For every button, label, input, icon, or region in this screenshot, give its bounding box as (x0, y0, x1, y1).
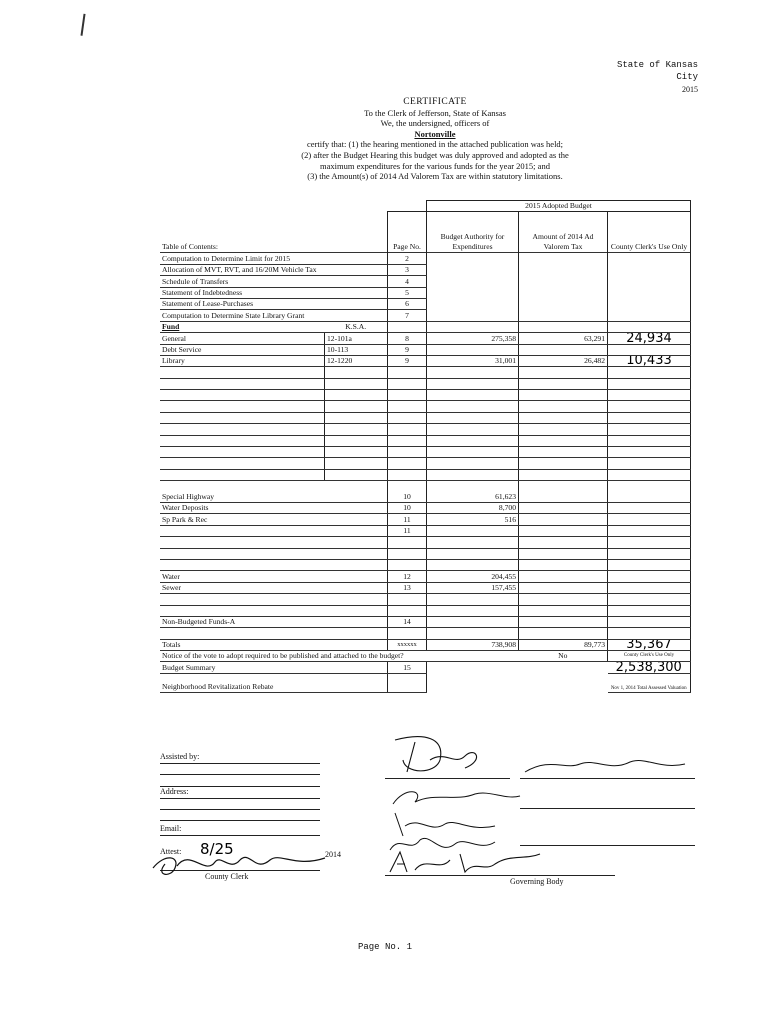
fund-budget: 157,455 (427, 582, 519, 593)
fund-budget: 275,358 (427, 333, 519, 344)
contents-item: Statement of Lease-Purchases (160, 298, 388, 309)
notice-question: Notice of the vote to adopt required to be published and attached to the budget? (160, 651, 519, 662)
fund-clerk-value: 24,934 (608, 333, 691, 344)
budget-summary-label: Budget Summary (160, 662, 388, 673)
totals-tax: 89,773 (519, 639, 608, 650)
contents-page: 2 (388, 253, 427, 264)
totals-label: Totals (160, 639, 388, 650)
nonbudgeted-label: Non-Budgeted Funds-A (160, 616, 388, 627)
fund-name: Water Deposits (160, 502, 388, 513)
fund-tax: 63,291 (519, 333, 608, 344)
contents-item: Statement of Indebtedness (160, 287, 388, 298)
entity-name: Nortonville (414, 128, 456, 139)
fund-page: 9 (388, 355, 427, 366)
fund-name: Water (160, 571, 388, 582)
fund-name: Sp Park & Rec (160, 514, 388, 525)
fund-budget: 8,700 (427, 502, 519, 513)
certificate-line: certify that: (1) the hearing mentioned in the attached publication was held; (306, 139, 564, 150)
budget-summary-page: 15 (388, 662, 427, 673)
certificate-line: We, the undersigned, officers of (380, 118, 490, 129)
fund-clerk-value: 10,433 (608, 355, 691, 366)
governing-signature-6 (385, 848, 555, 878)
address-label: Address: (160, 787, 189, 796)
fund-page: 10 (388, 502, 427, 513)
nonbudgeted-page: 14 (388, 616, 427, 627)
fund-tax: 26,482 (519, 355, 608, 366)
email-label: Email: (160, 824, 182, 833)
certificate-title: CERTIFICATE (403, 97, 467, 107)
fund-budget: 204,455 (427, 571, 519, 582)
county-clerk-label: County Clerk (205, 872, 249, 881)
certificate-line: (2) after the Budget Hearing this budget was duly approved and adopted as the (301, 149, 569, 160)
fund-budget: 31,001 (427, 355, 519, 366)
fund-page: 12 (388, 571, 427, 582)
page-no-header: Page No. (388, 212, 427, 253)
totals-clerk-value: 35,367 (608, 639, 691, 650)
fund-page: 8 (388, 333, 427, 344)
fund-page: 11 (388, 525, 427, 536)
attest-label: Attest: (160, 847, 182, 856)
year-label: 2015 (682, 85, 698, 94)
governing-signature-2 (520, 752, 690, 782)
contents-item: Schedule of Transfers (160, 276, 388, 287)
contents-page: 4 (388, 276, 427, 287)
fund-name: General (160, 333, 325, 344)
fund-name: Library (160, 355, 325, 366)
notice-answer: No (519, 651, 608, 662)
state-label: State of Kansas (616, 60, 698, 70)
governing-signature-3 (385, 782, 525, 810)
table-of-contents-header: Table of Contents: (162, 242, 218, 252)
ad-valorem-header: Amount of 2014 Ad Valorem Tax (519, 212, 608, 253)
page-number: Page No. 1 (357, 942, 412, 952)
contents-page: 7 (388, 310, 427, 321)
fund-name: Debt Service (160, 344, 325, 355)
fund-budget: 61,623 (427, 492, 519, 503)
assisted-by-label: Assisted by: (160, 752, 200, 761)
clerk-use-header: County Clerk's Use Only (608, 212, 691, 253)
contents-page: 6 (388, 298, 427, 309)
contents-item: Allocation of MVT, RVT, and 16/20M Vehicle Tax (160, 264, 388, 275)
certificate-block (200, 97, 670, 182)
contents-page: 5 (388, 287, 427, 298)
budget-table (160, 200, 691, 693)
governing-body-label: Governing Body (510, 877, 564, 886)
certificate-line: (3) the Amount(s) of 2014 Ad Valorem Tax are within statutory limitations. (307, 171, 563, 182)
contents-page: 3 (388, 264, 427, 275)
attest-date: 8/25 (200, 840, 234, 858)
certificate-line: maximum expenditures for the various funds for the year 2015; and (320, 160, 550, 171)
attest-year: 2014 (325, 850, 341, 859)
assessed-valuation-value: 2,538,300 (608, 662, 691, 673)
ksa-label: K.S.A. (325, 321, 388, 332)
fund-label: Fund (160, 321, 325, 332)
fund-name: Special Highway (160, 492, 388, 503)
fund-page: 13 (388, 582, 427, 593)
entity-type-label: City (676, 72, 698, 82)
totals-budget: 738,908 (427, 639, 519, 650)
governing-signature-1 (385, 730, 495, 778)
fund-page: 9 (388, 344, 427, 355)
certificate-line: To the Clerk of Jefferson, State of Kansas (364, 107, 506, 118)
contents-item: Computation to Determine Limit for 2015 (160, 253, 388, 264)
scan-mark (80, 14, 88, 36)
fund-ksa: 12-101a (325, 333, 388, 344)
budget-authority-header: Budget Authority for Expenditures (427, 212, 519, 253)
adopted-budget-header: 2015 Adopted Budget (427, 201, 691, 212)
county-clerk-signature (145, 838, 340, 883)
clerk-use-note: County Clerk's Use Only (608, 651, 691, 662)
fund-page: 10 (388, 492, 427, 503)
contents-item: Computation to Determine State Library Grant (160, 310, 388, 321)
fund-ksa: 12-1220 (325, 355, 388, 366)
fund-name: Sewer (160, 582, 388, 593)
fund-ksa: 10-113 (325, 344, 388, 355)
fund-page: 11 (388, 514, 427, 525)
assessed-valuation-note: Nov 1, 2014 Total Assessed Valuation (608, 673, 691, 692)
fund-budget: 516 (427, 514, 519, 525)
revitalization-label: Neighborhood Revitalization Rebate (160, 673, 388, 692)
totals-page: xxxxxx (388, 639, 427, 650)
